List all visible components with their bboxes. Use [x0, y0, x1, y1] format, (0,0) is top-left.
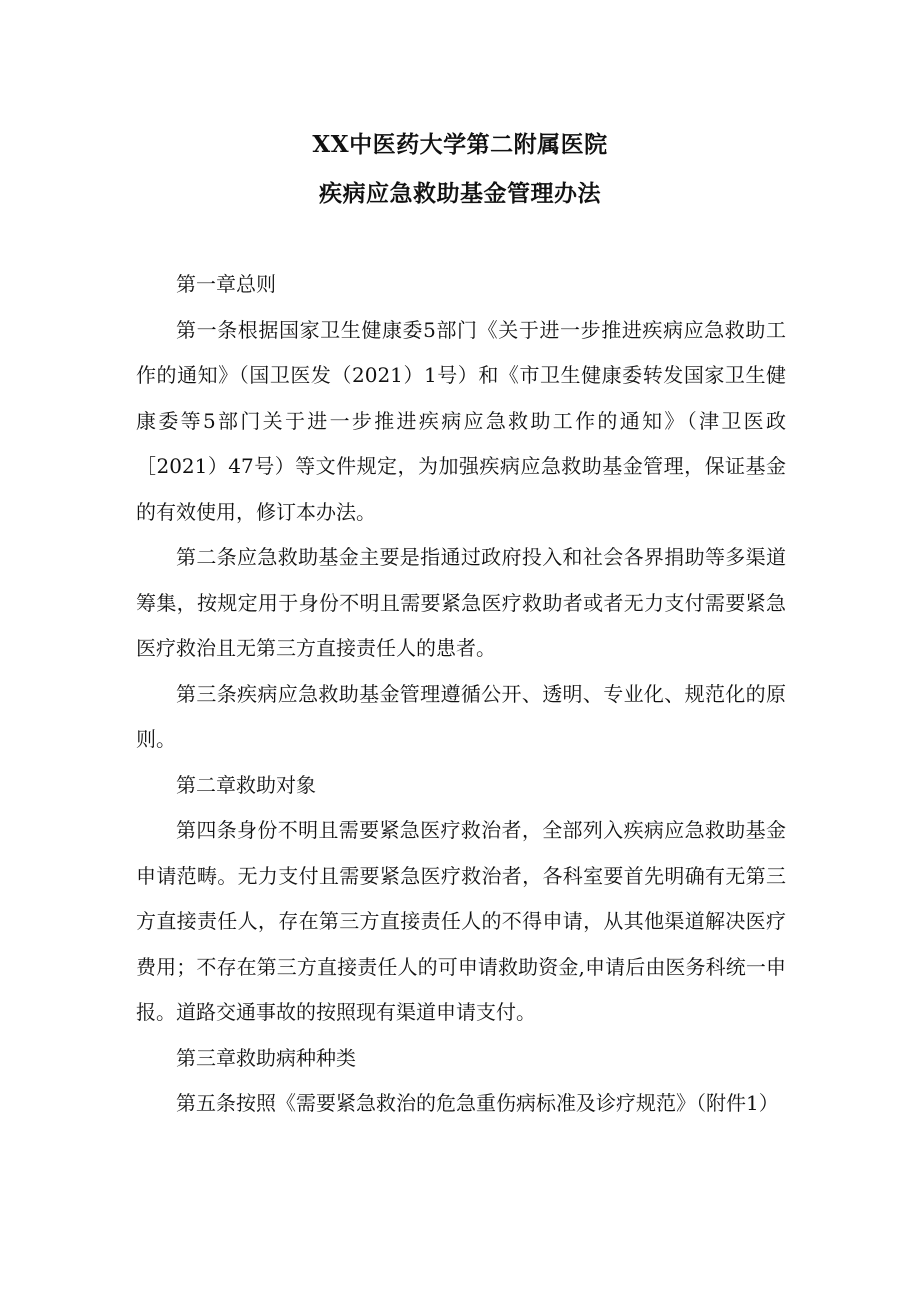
chapter-heading-1: 第一章总则	[176, 272, 276, 296]
article-2: 第二条应急救助基金主要是指通过政府投入和社会各界捐助等多渠道筹集，按规定用于身份不明且需要紧急医疗救助者或者无力支付需要紧急医疗救治且无第三方直接责任人的患者。	[136, 545, 786, 660]
chapter-heading-2: 第二章救助对象	[176, 772, 316, 797]
article-3: 第三条疾病应急救助基金管理遵循公开、透明、专业化、规范化的原则。	[136, 681, 786, 751]
document-title-line-1: XX中医药大学第二附属医院	[312, 131, 608, 158]
document-body	[136, 262, 786, 1127]
article-4: 第四条身份不明且需要紧急医疗救治者，全部列入疾病应急救助基金申请范畴。无力支付且需要紧急医疗救治者，各科室要首先明确有无第三方直接责任人，存在第三方直接责任人的不得申请，从其他渠道解决医疗费用；不存在第三方直接责任人的可申请救助资金,申请后由医务科统一申报。道路交通事故的按照现有渠道申请支付。	[136, 818, 786, 1024]
article-1: 第一条根据国家卫生健康委5部门《关于进一步推进疾病应急救助工作的通知》（国卫医发（2021）1号）和《市卫生健康委转发国家卫生健康委等5部门关于进一步推进疾病应急救助工作的通知》（津卫医政［2021）47号）等文件规定，为加强疾病应急救助基金管理，保证基金的有效使用，修订本办法。	[136, 317, 786, 524]
document-title-line-2: 疾病应急救助基金管理办法	[319, 180, 601, 207]
article-5: 第五条按照《需要紧急救治的危急重伤病标准及诊疗规范》（附件1）	[176, 1091, 779, 1115]
chapter-heading-3: 第三章救助病种种类	[176, 1045, 356, 1070]
